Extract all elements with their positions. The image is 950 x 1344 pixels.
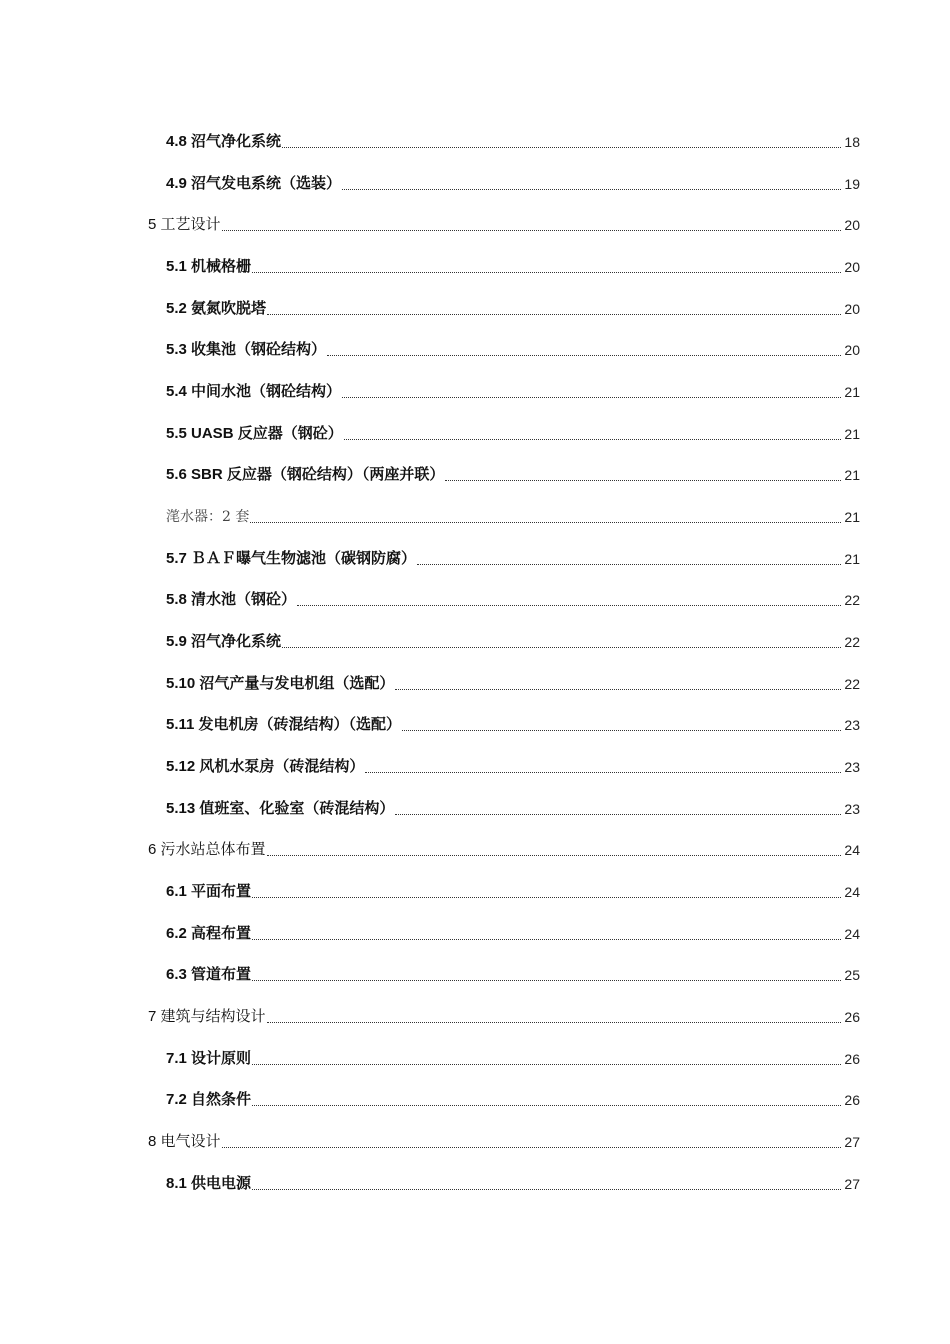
toc-dot-leader <box>282 146 841 148</box>
toc-entry[interactable] <box>148 1003 860 1027</box>
toc-page-number: 23 <box>844 717 860 733</box>
toc-entry-title: 7.1 设计原则 <box>166 1050 252 1067</box>
toc-entry[interactable] <box>166 961 860 985</box>
toc-page-number: 21 <box>844 509 860 525</box>
toc-page-number: 26 <box>844 1092 860 1108</box>
toc-page-number: 24 <box>844 884 860 900</box>
toc-dot-leader <box>222 1146 842 1148</box>
toc-entry[interactable] <box>166 878 860 902</box>
toc-entry[interactable] <box>166 586 860 610</box>
toc-dot-leader <box>342 396 841 398</box>
toc-dot-leader <box>267 854 842 856</box>
toc-entry[interactable] <box>166 753 860 777</box>
toc-page-number: 22 <box>844 634 860 650</box>
toc-page-number: 27 <box>844 1134 860 1150</box>
toc-entry-title: 7.2 自然条件 <box>166 1091 252 1108</box>
toc-dot-leader <box>395 688 841 690</box>
toc-dot-leader <box>252 896 841 898</box>
toc-entry[interactable] <box>166 295 860 319</box>
toc-entry[interactable] <box>166 1045 860 1069</box>
toc-entry-title: 滗水器：2 套 <box>166 509 250 525</box>
toc-dot-leader <box>252 1063 841 1065</box>
toc-dot-leader <box>445 479 841 481</box>
toc-entry[interactable] <box>166 920 860 944</box>
toc-entry[interactable] <box>166 461 860 485</box>
toc-entry[interactable] <box>148 836 860 860</box>
toc-entry[interactable] <box>148 1128 860 1152</box>
toc-entry[interactable] <box>166 420 860 444</box>
toc-entry-title: 5 工艺设计 <box>148 216 221 233</box>
toc-entry-title: 5.6 SBR 反应器（钢砼结构）（两座并联） <box>166 466 445 483</box>
toc-page-number: 20 <box>844 259 860 275</box>
toc-entry[interactable] <box>166 670 860 694</box>
toc-page-number: 20 <box>844 301 860 317</box>
toc-page-number: 23 <box>844 801 860 817</box>
toc-entry-title: 5.11 发电机房（砖混结构）（选配） <box>166 716 402 733</box>
toc-entry[interactable] <box>166 170 860 194</box>
toc-dot-leader <box>282 646 841 648</box>
toc-entry-title: 5.7 ＢＡＦ曝气生物滤池（碳钢防腐） <box>166 550 417 567</box>
toc-dot-leader <box>402 729 841 731</box>
toc-entry-title: 6.1 平面布置 <box>166 883 252 900</box>
toc-page-number: 27 <box>844 1176 860 1192</box>
toc-entry[interactable] <box>166 711 860 735</box>
toc-entry-title: 6.2 高程布置 <box>166 925 252 942</box>
toc-dot-leader <box>342 188 841 190</box>
toc-entry-title: 5.4 中间水池（钢砼结构） <box>166 383 342 400</box>
toc-entry[interactable] <box>166 503 860 527</box>
toc-dot-leader <box>267 1021 842 1023</box>
toc-dot-leader <box>297 604 841 606</box>
toc-entry[interactable] <box>166 336 860 360</box>
toc-dot-leader <box>252 1104 841 1106</box>
toc-entry[interactable] <box>166 1086 860 1110</box>
toc-dot-leader <box>252 938 841 940</box>
toc-dot-leader <box>395 813 841 815</box>
toc-entry-title: 5.12 风机水泵房（砖混结构） <box>166 758 365 775</box>
toc-page-number: 26 <box>844 1051 860 1067</box>
toc-dot-leader <box>417 563 841 565</box>
toc-entry-title: 4.9 沼气发电系统（选装） <box>166 175 342 192</box>
toc-entry-title: 5.8 清水池（钢砼） <box>166 591 297 608</box>
toc-entry-title: 5.13 值班室、化验室（砖混结构） <box>166 800 395 817</box>
toc-page-number: 20 <box>844 217 860 233</box>
toc-page-number: 23 <box>844 759 860 775</box>
toc-dot-leader <box>365 771 841 773</box>
toc-dot-leader <box>344 438 842 440</box>
toc-entry-title: 5.10 沼气产量与发电机组（选配） <box>166 675 395 692</box>
toc-page-number: 22 <box>844 676 860 692</box>
toc-entry[interactable] <box>166 628 860 652</box>
toc-entry[interactable] <box>166 378 860 402</box>
toc-entry[interactable] <box>166 545 860 569</box>
toc-entry[interactable] <box>148 211 860 235</box>
toc-entry-title: 8 电气设计 <box>148 1133 221 1150</box>
toc-page-number: 21 <box>844 426 860 442</box>
toc-entry-title: 6.3 管道布置 <box>166 966 252 983</box>
toc-entry-title: 6 污水站总体布置 <box>148 841 266 858</box>
toc-page-number: 21 <box>844 384 860 400</box>
toc-page-number: 21 <box>844 551 860 567</box>
toc-dot-leader <box>252 1188 841 1190</box>
toc-page-number: 21 <box>844 467 860 483</box>
toc-entry-title: 5.1 机械格栅 <box>166 258 252 275</box>
toc-entry[interactable] <box>166 128 860 152</box>
toc-page-number: 22 <box>844 592 860 608</box>
toc-dot-leader <box>327 354 841 356</box>
toc-page-number: 19 <box>844 176 860 192</box>
toc-entry-title: 7 建筑与结构设计 <box>148 1008 266 1025</box>
toc-entry[interactable] <box>166 253 860 277</box>
toc-dot-leader <box>252 979 841 981</box>
toc-page-number: 26 <box>844 1009 860 1025</box>
toc-dot-leader <box>252 271 841 273</box>
toc-dot-leader <box>267 313 841 315</box>
toc-entry-title: 5.2 氨氮吹脱塔 <box>166 300 267 317</box>
toc-entry[interactable] <box>166 1170 860 1194</box>
toc-entry-title: 8.1 供电电源 <box>166 1175 252 1192</box>
toc-page-number: 25 <box>844 967 860 983</box>
toc-dot-leader <box>250 521 841 523</box>
toc-entry-title: 5.3 收集池（钢砼结构） <box>166 341 327 358</box>
toc-entry-title: 5.9 沼气净化系统 <box>166 633 282 650</box>
toc-page-number: 24 <box>844 926 860 942</box>
toc-page-number: 18 <box>844 134 860 150</box>
toc-entry-title: 4.8 沼气净化系统 <box>166 133 282 150</box>
toc-page-number: 24 <box>844 842 860 858</box>
toc-entry-title: 5.5 UASB 反应器（钢砼） <box>166 425 343 442</box>
toc-page-number: 20 <box>844 342 860 358</box>
toc-entry[interactable] <box>166 795 860 819</box>
toc-dot-leader <box>222 229 842 231</box>
